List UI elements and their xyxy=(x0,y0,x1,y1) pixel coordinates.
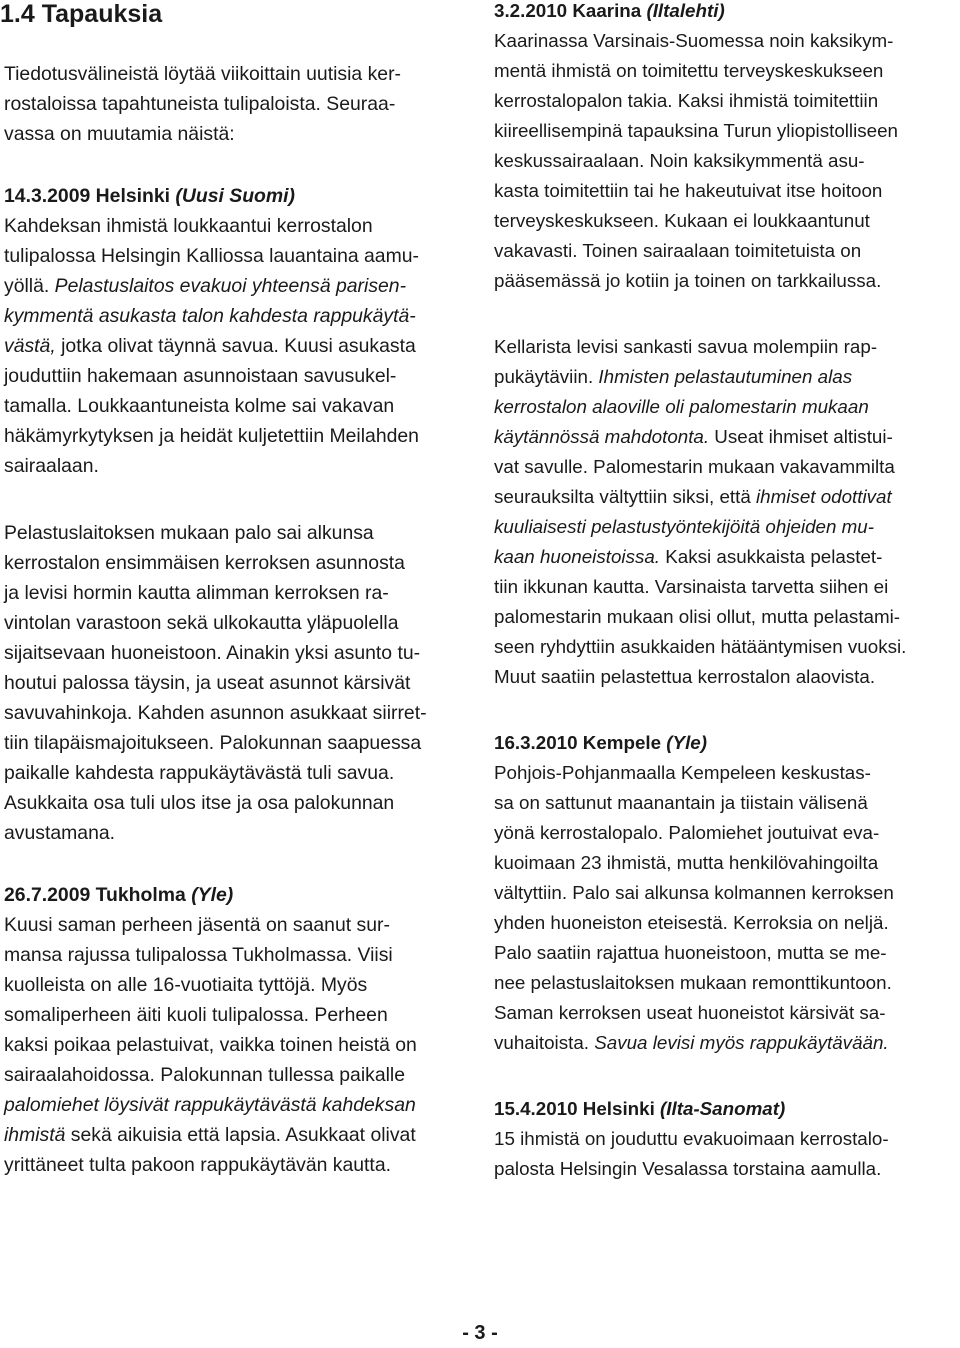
news-source: (Iltalehti) xyxy=(646,0,725,21)
line-text: kuolleista on alle 16-vuotiaita tyttöjä. Myös xyxy=(4,974,368,996)
text-line xyxy=(4,940,393,970)
text-line xyxy=(494,1154,881,1184)
line-text: kuoimaan 23 ihmistä, mutta henkilövahingoilta xyxy=(494,852,879,873)
text-line xyxy=(494,998,885,1028)
line-text: 15 ihmistä on jouduttu evakuoimaan kerrostalo- xyxy=(494,1128,889,1149)
line-text: yöllä. xyxy=(4,275,55,297)
line-text: Pelastuslaitoksen mukaan palo sai alkunsa xyxy=(4,522,374,544)
emphasized-text: västä, xyxy=(4,335,56,357)
line-text: kerrostalopalon takia. Kaksi ihmistä toimitettiin xyxy=(494,90,879,111)
text-line xyxy=(4,608,399,638)
line-text: Asukkaita osa tuli ulos itse ja osa palokunnan xyxy=(4,792,395,814)
case-heading xyxy=(494,728,707,758)
line-text: kerrostalon ensimmäisen kerroksen asunnosta xyxy=(4,552,405,574)
line-text: pääsemässä jo kotiin ja toinen on tarkkailussa. xyxy=(494,270,882,291)
text-line xyxy=(4,1090,416,1120)
line-text: keskussairaalaan. Noin kaksikymmentä asu- xyxy=(494,150,865,171)
text-line xyxy=(4,1060,405,1090)
text-line xyxy=(4,1150,391,1180)
text-line xyxy=(4,361,396,391)
line-text: palomestarin mukaan olisi ollut, mutta pelastami- xyxy=(494,606,901,627)
line-text: vakavasti. Toinen sairaalaan toimitetuista on xyxy=(494,240,862,261)
case-heading xyxy=(494,0,725,26)
text-line xyxy=(4,818,115,848)
line-text: Kaksi asukkaista pelastet- xyxy=(660,546,883,567)
text-line xyxy=(4,59,401,89)
text-line xyxy=(4,421,419,451)
news-source: (Yle) xyxy=(191,884,234,906)
text-line xyxy=(494,512,874,542)
text-line xyxy=(4,788,394,818)
emphasized-text: Ihmisten pelastautuminen alas xyxy=(598,366,853,387)
line-text: Kuusi saman perheen jäsentä on saanut sur- xyxy=(4,914,390,936)
line-text: seen ryhdyttiin asukkaiden hätääntymisen vuoksi. xyxy=(494,636,907,657)
page-number: - 3 - xyxy=(462,1322,498,1344)
line-text: terveyskeskukseen. Kukaan ei loukkaantunut xyxy=(494,210,870,231)
line-text: vuhaitoista. xyxy=(494,1032,595,1053)
text-line xyxy=(4,1120,416,1150)
text-line xyxy=(4,1030,417,1060)
text-line xyxy=(4,548,405,578)
line-text: tamalla. Loukkaantuneista kolme sai vakavan xyxy=(4,395,395,417)
text-line xyxy=(494,362,852,392)
line-text: kiireellisempinä tapauksina Turun yliopistolliseen xyxy=(494,120,899,141)
text-line xyxy=(4,910,390,940)
line-text: mansa rajussa tulipalossa Tukholmassa. Viisi xyxy=(4,944,393,966)
emphasized-text: käytännössä mahdotonta. xyxy=(494,426,710,447)
line-text: rostaloissa tapahtuneista tulipaloista. Seuraa- xyxy=(4,93,396,115)
line-text: sairaalahoidossa. Palokunnan tullessa paikalle xyxy=(4,1064,406,1086)
text-line xyxy=(494,878,894,908)
line-text: avustamana. xyxy=(4,822,116,844)
text-line xyxy=(4,271,406,301)
line-text: seurauksilta vältyttiin siksi, että xyxy=(494,486,756,507)
line-text: 3.2.2010 Kaarina xyxy=(494,0,647,21)
line-text: Pohjois-Pohjanmaalla Kempeleen keskustas- xyxy=(494,762,871,783)
text-line xyxy=(494,206,870,236)
text-line xyxy=(494,758,871,788)
text-line xyxy=(494,86,878,116)
line-text: pukäytäviin. xyxy=(494,366,599,387)
text-line xyxy=(494,176,882,206)
line-text: sairaalaan. xyxy=(4,455,99,477)
line-text: Tiedotusvälineistä löytää viikoittain uutisia ker- xyxy=(4,63,401,85)
line-text: nee pelastuslaitoksen mukaan remonttikuntoon. xyxy=(494,972,892,993)
emphasized-text: kuuliaisesti pelastustyöntekijöitä ohjeiden mu- xyxy=(494,516,875,537)
text-line xyxy=(494,482,892,512)
news-source: (Ilta-Sanomat) xyxy=(660,1098,786,1119)
line-text: ja levisi hormin kautta alimman kerroksen ra- xyxy=(4,582,389,604)
line-text: kaksi poikaa pelastuivat, vaikka toinen heistä on xyxy=(4,1034,417,1056)
line-text: vintolan varastoon sekä ulkokautta yläpuolella xyxy=(4,612,399,634)
line-text: tiin ikkunan kautta. Varsinaista tarvetta siihen ei xyxy=(494,576,889,597)
text-line xyxy=(4,391,394,421)
text-line xyxy=(494,26,893,56)
text-line xyxy=(4,698,427,728)
emphasized-text: ihmistä xyxy=(4,1124,66,1146)
text-line xyxy=(4,578,389,608)
text-line xyxy=(494,908,889,938)
line-text: vältyttiin. Palo sai alkunsa kolmannen kerroksen xyxy=(494,882,894,903)
line-text: tiin tilapäismajoitukseen. Palokunnan saapuessa xyxy=(4,732,422,754)
line-text: vassa on muutamia näistä: xyxy=(4,123,235,145)
line-text: Saman kerroksen useat huoneistot kärsivät sa- xyxy=(494,1002,886,1023)
line-text: houtui palossa täysin, ja useat asunnot kärsivät xyxy=(4,672,411,694)
line-text: 15.4.2010 Helsinki xyxy=(494,1098,661,1119)
text-line xyxy=(4,518,374,548)
text-line xyxy=(4,970,367,1000)
text-line xyxy=(494,572,888,602)
line-text: vat savulle. Palomestarin mukaan vakavammilta xyxy=(494,456,895,477)
line-text: 26.7.2009 Tukholma xyxy=(4,884,192,906)
line-text: 14.3.2009 Helsinki xyxy=(4,185,176,207)
text-line xyxy=(494,422,893,452)
line-text: paikalle kahdesta rappukäytävästä tuli savua. xyxy=(4,762,395,784)
text-line xyxy=(494,662,875,692)
line-text: jotka olivat täynnä savua. Kuusi asukasta xyxy=(55,335,416,357)
case-heading xyxy=(494,1094,785,1124)
text-line xyxy=(494,452,895,482)
text-line xyxy=(494,632,906,662)
text-line xyxy=(494,236,861,266)
emphasized-text: Savua levisi myös rappukäytävään. xyxy=(594,1032,889,1053)
line-text: savuvahinkoja. Kahden asunnon asukkaat siirret- xyxy=(4,702,427,724)
case-heading xyxy=(4,880,233,910)
text-line xyxy=(494,116,898,146)
emphasized-text: kymmentä asukasta talon kahdesta rappukäytä- xyxy=(4,305,416,327)
line-text: sijaitsevaan huoneistoon. Ainakin yksi asunto tu- xyxy=(4,642,421,664)
line-text: yrittäneet tulta pakoon rappukäytävän kautta. xyxy=(4,1154,391,1176)
text-line xyxy=(494,1028,889,1058)
text-line xyxy=(4,89,395,119)
line-text: Useat ihmiset altistui- xyxy=(709,426,893,447)
text-line xyxy=(494,56,883,86)
emphasized-text: kaan huoneistoissa. xyxy=(494,546,661,567)
text-line xyxy=(4,728,421,758)
text-line xyxy=(4,119,235,149)
line-text: häkämyrkytyksen ja heidät kuljetettiin Meilahden xyxy=(4,425,419,447)
text-line xyxy=(494,1124,889,1154)
news-source: (Uusi Suomi) xyxy=(175,185,295,207)
news-source: (Yle) xyxy=(666,732,707,753)
text-line xyxy=(494,266,881,296)
line-text: sa on sattunut maanantain ja tiistain välisenä xyxy=(494,792,868,813)
line-text: mentä ihmistä on toimitettu terveyskeskukseen xyxy=(494,60,884,81)
text-line xyxy=(494,542,882,572)
text-line xyxy=(4,668,410,698)
text-line xyxy=(4,331,416,361)
text-line xyxy=(4,1000,388,1030)
text-line xyxy=(494,938,887,968)
emphasized-text: Pelastuslaitos evakuoi yhteensä parisen- xyxy=(54,275,407,297)
line-text: jouduttiin hakemaan asunnoistaan savusukel- xyxy=(4,365,397,387)
line-text: yhden huoneiston eteisestä. Kerroksia on neljä. xyxy=(494,912,889,933)
text-line xyxy=(4,211,373,241)
line-text: Palo saatiin rajattua huoneistoon, mutta se me- xyxy=(494,942,887,963)
line-text: Kellarista levisi sankasti savua molempiin rap- xyxy=(494,336,878,357)
line-text: Kaarinassa Varsinais-Suomessa noin kaksikym- xyxy=(494,30,894,51)
text-line xyxy=(494,392,869,422)
text-line xyxy=(494,146,865,176)
emphasized-text: palomiehet löysivät rappukäytävästä kahdeksan xyxy=(4,1094,416,1116)
section-title: 1.4 Tapauksia xyxy=(0,0,163,28)
text-line xyxy=(494,788,868,818)
line-text: yönä kerrostalopalo. Palomiehet joutuivat eva- xyxy=(494,822,880,843)
line-text: 16.3.2010 Kempele xyxy=(494,732,667,753)
line-text: sekä aikuisia että lapsia. Asukkaat olivat xyxy=(65,1124,416,1146)
case-heading xyxy=(4,181,295,211)
line-text: tulipalossa Helsingin Kalliossa lauantaina aamu- xyxy=(4,245,419,267)
line-text: Muut saatiin pelastettua kerrostalon alaovista. xyxy=(494,666,876,687)
line-text: palosta Helsingin Vesalassa torstaina aamulla. xyxy=(494,1158,882,1179)
text-line xyxy=(494,602,900,632)
text-line xyxy=(4,758,394,788)
emphasized-text: kerrostalon alaoville oli palomestarin mukaan xyxy=(494,396,869,417)
text-line xyxy=(4,241,419,271)
text-line xyxy=(494,848,878,878)
text-line xyxy=(4,301,416,331)
emphasized-text: ihmiset odottivat xyxy=(756,486,892,507)
text-line xyxy=(4,638,420,668)
text-line xyxy=(494,968,892,998)
line-text: Kahdeksan ihmistä loukkaantui kerrostalon xyxy=(4,215,373,237)
line-text: somaliperheen äiti kuoli tulipalossa. Perheen xyxy=(4,1004,388,1026)
text-line xyxy=(494,332,877,362)
text-line xyxy=(4,451,99,481)
text-line xyxy=(494,818,879,848)
line-text: kasta toimitettiin tai he hakeutuivat itse hoitoon xyxy=(494,180,883,201)
